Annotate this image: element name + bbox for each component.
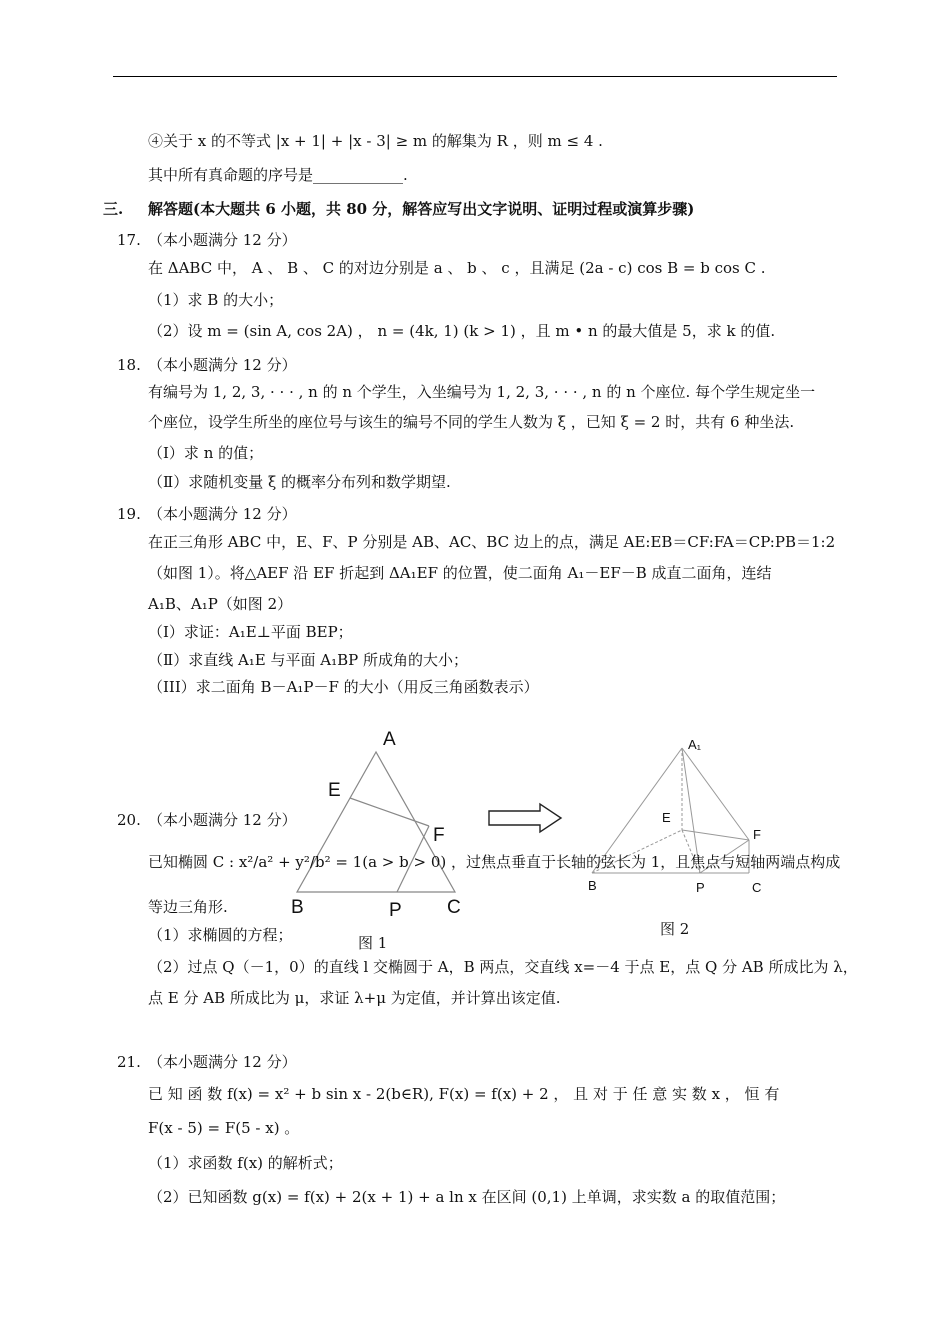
- fig1-label-b: B: [291, 897, 304, 918]
- fig1-label-f: F: [433, 825, 445, 846]
- q19-part2: （Ⅱ）求直线 A₁E 与平面 A₁BP 所成角的大小；: [148, 651, 469, 669]
- q20-part1: （1）求椭圆的方程；: [148, 926, 293, 944]
- q20-part2-cont: 点 E 分 AB 所成比为 μ，求证 λ+μ 为定值，并计算出该定值.: [148, 989, 561, 1007]
- section-heading: 解答题(本大题共 6 小题，共 80 分，解答应写出文字说明、证明过程或演算步骤): [148, 200, 695, 218]
- q17-number: 17.: [117, 231, 141, 249]
- fig1-label-p: P: [389, 900, 402, 921]
- q17-score: （本小题满分 12 分）: [148, 231, 297, 249]
- fig1-label-e: E: [328, 780, 341, 801]
- fig2-label-p: P: [696, 880, 705, 895]
- q21-number: 21.: [117, 1053, 141, 1071]
- q19-part3: （III）求二面角 B－A₁P－F 的大小（用反三角函数表示）: [148, 678, 539, 696]
- fig1-label-a: A: [383, 729, 396, 750]
- q20-stem-1: 已知椭圆 C : x²/a² + y²/b² = 1(a > b > 0) ，过焦点垂直于长轴的弦长为 1，且焦点与短轴两端点构成: [148, 853, 841, 871]
- section-number: 三.: [103, 200, 124, 218]
- q17-part1: （1）求 B 的大小；: [148, 291, 284, 309]
- q18-number: 18.: [117, 356, 141, 374]
- q20-stem-2: 等边三角形.: [148, 898, 228, 916]
- q18-stem-2: 个座位，设学生所坐的座位号与该生的编号不同的学生人数为 ξ ，已知 ξ = 2 时，共有 6 种坐法.: [148, 413, 795, 431]
- q18-score: （本小题满分 12 分）: [148, 356, 297, 374]
- q17-part2: （2）设 m = (sin A, cos 2A) ， n = (4k, 1) (k > 1) ，且 m • n 的最大值是 5，求 k 的值.: [148, 322, 776, 340]
- q21-stem-2: F(x - 5) = F(5 - x) 。: [148, 1119, 300, 1137]
- fig2-label-c: C: [752, 880, 762, 895]
- q19-score: （本小题满分 12 分）: [148, 505, 297, 523]
- fig1-caption: 图 1: [358, 934, 388, 952]
- q18-part2: （Ⅱ）求随机变量 ξ 的概率分布列和数学期望.: [148, 473, 451, 491]
- q20-score: （本小题满分 12 分）: [148, 811, 297, 829]
- fig1-label-c: C: [447, 897, 461, 918]
- q19-stem-1: 在正三角形 ABC 中，E、F、P 分别是 AB、AC、BC 边上的点，满足 AE:EB＝CF:FA＝CP:PB＝1:2: [148, 533, 836, 551]
- fig2-caption: 图 2: [660, 920, 690, 938]
- q21-stem-1: 已 知 函 数 f(x) = x² + b sin x - 2(b∈R), F(x) = f(x) + 2 ， 且 对 于 任 意 实 数 x ， 恒 有: [148, 1085, 780, 1103]
- prop-4-text: ④关于 x 的不等式 |x + 1| + |x - 3| ≥ m 的解集为 R ，则 m ≤ 4 .: [148, 132, 603, 150]
- q18-part1: （Ⅰ）求 n 的值；: [148, 444, 264, 462]
- q21-part2: （2）已知函数 g(x) = f(x) + 2(x + 1) + a ln x 在区间 (0,1) 上单调，求实数 a 的取值范围；: [148, 1188, 786, 1206]
- q21-part1: （1）求函数 f(x) 的解析式；: [148, 1154, 343, 1172]
- fig2-label-a1: A₁: [688, 737, 702, 752]
- q19-part1: （Ⅰ）求证：A₁E⊥平面 BEP；: [148, 623, 353, 641]
- q17-stem: 在 ΔABC 中， A 、 B 、 C 的对边分别是 a 、 b 、 c ，且满足 (2a - c) cos B = b cos C .: [148, 259, 766, 277]
- q19-number: 19.: [117, 505, 141, 523]
- q19-stem-2: （如图 1）。将△AEF 沿 EF 折起到 ΔA₁EF 的位置，使二面角 A₁－EF－B 成直二面角，连结: [148, 564, 772, 582]
- fill-blank-text: 其中所有真命题的序号是____________.: [148, 166, 408, 184]
- fig2-label-b: B: [588, 878, 597, 893]
- q21-score: （本小题满分 12 分）: [148, 1053, 297, 1071]
- fig2-label-e: E: [662, 810, 671, 825]
- fig2-label-f: F: [753, 827, 761, 842]
- q20-part2: （2）过点 Q（－1，0）的直线 l 交椭圆于 A，B 两点，交直线 x=－4 于点 E，点 Q 分 AB 所成比为 λ，: [148, 958, 858, 976]
- q19-stem-3: A₁B、A₁P（如图 2）: [148, 595, 293, 613]
- q20-number: 20.: [117, 811, 141, 829]
- q18-stem-1: 有编号为 1, 2, 3, · · · , n 的 n 个学生，入坐编号为 1, 2, 3, · · · , n 的 n 个座位. 每个学生规定坐一: [148, 383, 816, 401]
